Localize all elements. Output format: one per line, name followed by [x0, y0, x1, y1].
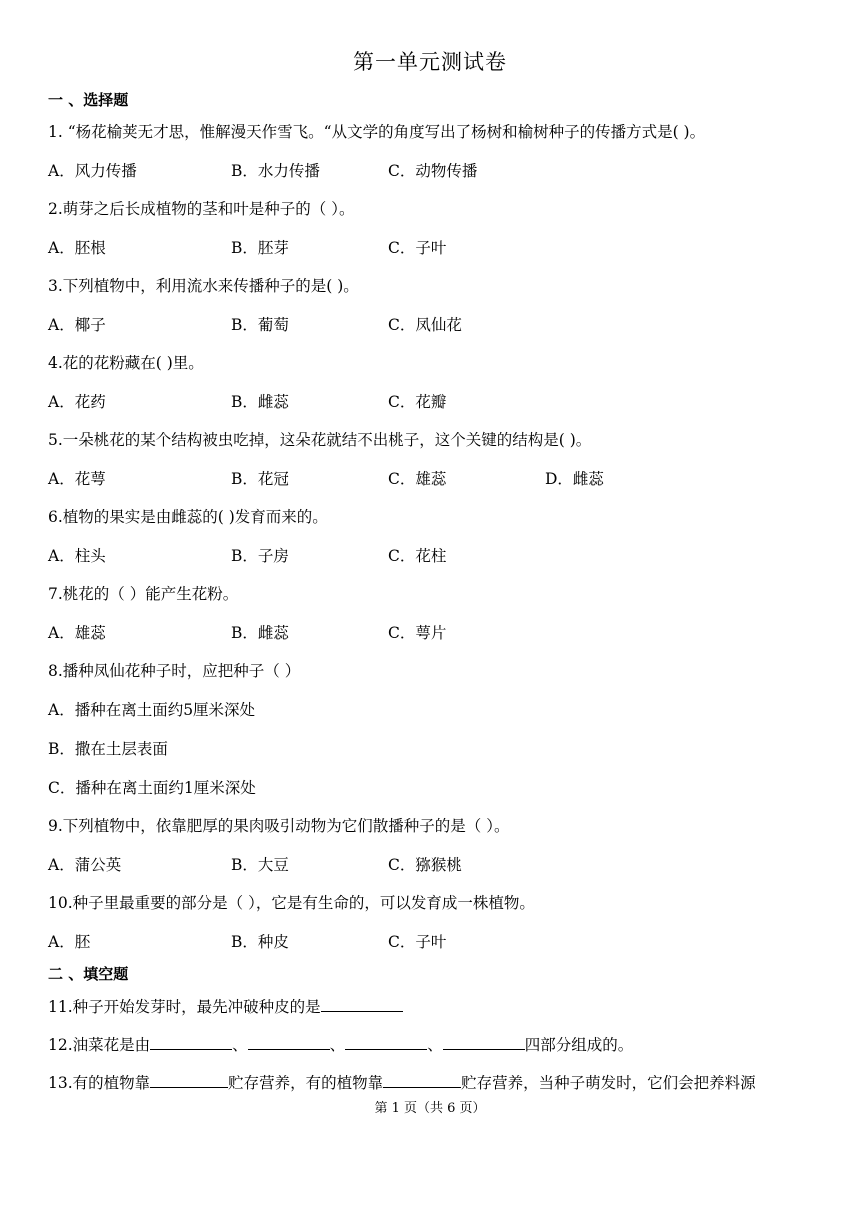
page-footer: 第 1 页（共 6 页） [374, 1101, 486, 1116]
option-10c: C．子叶 [388, 933, 447, 951]
option-10a: A．胚 [48, 933, 91, 951]
option-6a: A．柱头 [48, 547, 106, 565]
question-8: 8.播种凤仙花种子时，应把种子（ ） [48, 662, 301, 680]
option-4a: A．花药 [48, 393, 106, 411]
option-6c: C．花柱 [388, 547, 447, 565]
option-4b: B．雌蕊 [231, 393, 289, 411]
options-2 [48, 236, 828, 258]
question-7: 7.桃花的（ ）能产生花粉。 [48, 585, 239, 603]
question-2: 2.萌芽之后长成植物的茎和叶是种子的（ ）。 [48, 200, 355, 218]
question-6: 6.植物的果实是由雌蕊的( )发育而来的。 [48, 508, 328, 526]
option-1a: A．风力传播 [48, 162, 137, 180]
question-5: 5.一朵桃花的某个结构被虫吃掉，这朵花就结不出桃子，这个关键的结构是( )。 [48, 431, 592, 449]
section-heading-choice: 一 、选择题 [48, 91, 129, 109]
option-3a: A．椰子 [48, 316, 106, 334]
option-9a: A．蒲公英 [48, 856, 122, 874]
question-10: 10.种子里最重要的部分是（ ），它是有生命的，可以发育成一株植物。 [48, 894, 535, 912]
options-6 [48, 544, 828, 566]
question-12-end: 四部分组成的。 [524, 1036, 634, 1054]
question-12-text: 12.油菜花是由 [48, 1036, 151, 1054]
option-8b: B．撒在土层表面 [48, 740, 168, 758]
answer-blank[interactable] [150, 1033, 232, 1050]
option-1b: B．水力传播 [231, 162, 320, 180]
options-5 [48, 467, 828, 489]
answer-blank[interactable] [248, 1033, 330, 1050]
option-5c: C．雄蕊 [388, 470, 447, 488]
options-3 [48, 313, 828, 335]
question-1: 1. “杨花榆荚无才思，惟解漫天作雪飞。“从文学的角度写出了杨树和榆树种子的传播方式是( )。 [48, 123, 706, 141]
option-1c: C．动物传播 [388, 162, 478, 180]
page-title: 第一单元测试卷 [353, 50, 507, 74]
question-13-end: 贮存营养，当种子萌发时，它们会把养料源 [461, 1074, 756, 1092]
option-8c: C．播种在离土面约1厘米深处 [48, 779, 256, 797]
answer-blank[interactable] [321, 995, 403, 1012]
answer-blank[interactable] [443, 1033, 525, 1050]
option-9b: B．大豆 [231, 856, 289, 874]
separator: 、 [329, 1036, 346, 1054]
option-5d: D．雌蕊 [545, 470, 604, 488]
answer-blank[interactable] [150, 1071, 228, 1088]
option-3c: C．凤仙花 [388, 316, 462, 334]
question-11-text: 11.种子开始发芽时，最先冲破种皮的是 [48, 998, 321, 1016]
option-7a: A．雄蕊 [48, 624, 106, 642]
separator: 、 [427, 1036, 443, 1054]
option-9c: C．猕猴桃 [388, 856, 462, 874]
option-2b: B．胚芽 [231, 239, 289, 257]
options-9 [48, 853, 828, 875]
question-3: 3.下列植物中，利用流水来传播种子的是( )。 [48, 277, 359, 295]
separator: 、 [232, 1036, 248, 1054]
answer-blank[interactable] [383, 1071, 461, 1088]
options-4 [48, 390, 828, 412]
question-11 [48, 995, 403, 1017]
option-10b: B．种皮 [231, 933, 289, 951]
option-2c: C．子叶 [388, 239, 447, 257]
question-13-text: 13.有的植物靠 [48, 1074, 151, 1092]
option-6b: B．子房 [231, 547, 289, 565]
section-heading-fill: 二 、填空题 [48, 965, 129, 983]
option-3b: B．葡萄 [231, 316, 289, 334]
option-2a: A．胚根 [48, 239, 106, 257]
options-7 [48, 621, 828, 643]
options-10 [48, 930, 828, 952]
options-1 [48, 159, 828, 181]
question-12 [48, 1033, 633, 1055]
option-7b: B．雌蕊 [231, 624, 289, 642]
question-9: 9.下列植物中，依靠肥厚的果肉吸引动物为它们散播种子的是（ ）。 [48, 817, 510, 835]
answer-blank[interactable] [345, 1033, 427, 1050]
question-4: 4.花的花粉藏在( )里。 [48, 354, 204, 372]
option-7c: C．萼片 [388, 624, 447, 642]
option-8a: A．播种在离土面约5厘米深处 [48, 701, 256, 719]
option-5b: B．花冠 [231, 470, 289, 488]
option-5a: A．花萼 [48, 470, 106, 488]
option-4c: C．花瓣 [388, 393, 447, 411]
question-13-mid: 贮存营养，有的植物靠 [228, 1074, 384, 1092]
question-13 [48, 1071, 756, 1093]
